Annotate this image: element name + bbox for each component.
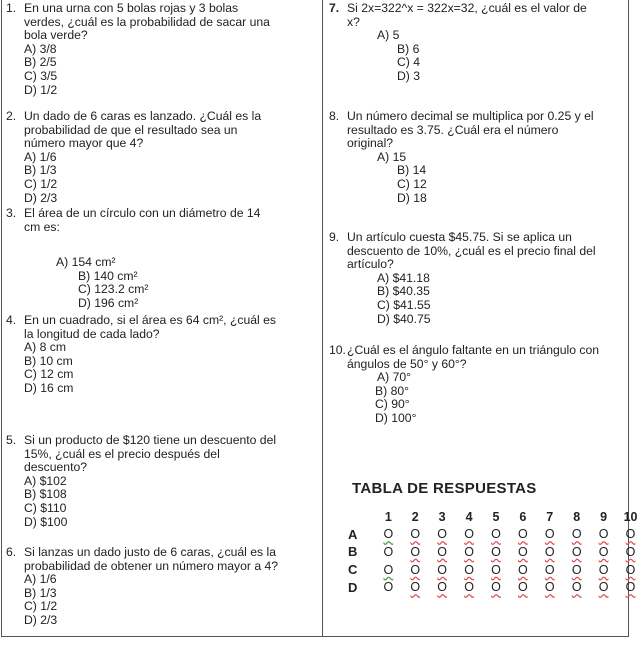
question-2 — [6, 110, 261, 205]
answer-bubble[interactable]: O — [410, 544, 421, 559]
answer-row — [348, 543, 644, 561]
question-8 — [329, 110, 594, 205]
answer-option[interactable]: D) 18 — [397, 190, 427, 205]
answer-bubble[interactable]: O — [598, 527, 609, 542]
answer-bubble[interactable]: O — [544, 544, 555, 559]
answer-option[interactable]: A) 70° — [377, 370, 412, 385]
answer-bubble[interactable]: O — [383, 562, 394, 577]
answer-bubble[interactable]: O — [437, 544, 448, 559]
column-number: 3 — [438, 509, 446, 524]
answer-option[interactable]: C) 90° — [375, 397, 410, 412]
answer-bubble[interactable]: O — [625, 527, 636, 542]
answer-option[interactable]: A) 1/6 — [24, 149, 57, 164]
answer-option[interactable]: D) $40.75 — [377, 311, 431, 326]
row-letter: C — [348, 562, 358, 578]
question-number: 2. — [6, 109, 17, 123]
answer-bubble[interactable]: O — [625, 562, 636, 577]
answer-option[interactable]: A) 3/8 — [24, 41, 57, 56]
column-number: 10 — [623, 509, 638, 524]
answer-option[interactable]: D) 100° — [375, 410, 417, 425]
answer-bubble[interactable]: O — [491, 544, 501, 559]
answer-option[interactable]: C) 4 — [397, 55, 421, 70]
question-number: 3. — [6, 206, 17, 220]
question-text: bola verde? — [24, 28, 88, 43]
question-text: probabilidad de obtener un número mayor a 4? — [24, 558, 279, 573]
answer-table-header — [348, 508, 644, 526]
question-number: 8. — [329, 109, 340, 123]
answer-option[interactable]: C) 1/2 — [24, 176, 58, 191]
answer-bubble[interactable]: O — [571, 580, 582, 595]
column-number: 2 — [411, 509, 419, 524]
answer-option[interactable]: D) 2/3 — [24, 612, 58, 627]
answer-bubble[interactable]: O — [410, 527, 421, 542]
answer-row — [348, 561, 644, 579]
question-9 — [329, 231, 596, 326]
question-text: descuento de 10%, ¿cuál es el precio final del — [347, 243, 596, 258]
answer-bubble[interactable]: O — [383, 527, 394, 542]
question-text: El área de un círculo con un diámetro de 14 — [24, 206, 261, 220]
answer-bubble[interactable]: O — [625, 544, 636, 559]
question-text: probabilidad de que el resultado sea un — [24, 122, 238, 137]
column-divider — [322, 0, 323, 637]
answer-option[interactable]: D) 3 — [397, 68, 421, 83]
question-text: resultado es 3.75. ¿Cuál era el número — [347, 122, 559, 137]
answer-option[interactable]: A) 154 cm² — [56, 255, 116, 270]
answer-bubble[interactable]: O — [571, 562, 582, 577]
answer-option[interactable]: C) 12 — [397, 176, 427, 191]
column-number: 9 — [600, 509, 608, 524]
answer-bubble[interactable]: O — [383, 544, 394, 559]
answer-row — [348, 578, 644, 596]
answer-option[interactable]: B) 2/5 — [24, 55, 57, 70]
answer-option[interactable]: D) 1/2 — [24, 82, 58, 97]
answer-bubble[interactable]: O — [410, 562, 421, 577]
answer-option[interactable]: D) 196 cm² — [78, 295, 139, 310]
answer-option[interactable]: A) 15 — [377, 149, 407, 164]
column-number: 8 — [573, 509, 581, 524]
question-text: artículo? — [347, 257, 394, 272]
answer-bubble[interactable]: O — [437, 562, 448, 577]
question-number: 5. — [6, 433, 17, 447]
question-text: Si 2x=322^x = 322x=32, ¿cuál es el valor de — [347, 1, 587, 15]
answer-bubble[interactable]: O — [518, 527, 528, 542]
question-4 — [6, 314, 276, 396]
question-text: descuento? — [24, 460, 88, 475]
answer-bubble[interactable]: O — [598, 580, 609, 595]
answer-bubble[interactable]: O — [437, 580, 448, 595]
answer-option[interactable]: A) $41.18 — [377, 270, 430, 285]
answer-bubble[interactable]: O — [598, 562, 609, 577]
answer-option[interactable]: C) 123.2 cm² — [78, 282, 149, 297]
answer-bubble[interactable]: O — [437, 527, 448, 542]
question-number: 9. — [329, 230, 340, 244]
answer-bubble[interactable]: O — [491, 527, 501, 542]
column-number: 6 — [519, 509, 527, 524]
question-text: Si un producto de $120 tiene un descuento del — [24, 433, 277, 447]
answer-option[interactable]: B) $108 — [24, 487, 67, 502]
answer-option[interactable]: D) 16 cm — [24, 380, 74, 395]
answer-bubble[interactable]: O — [518, 580, 528, 595]
question-text: verdes, ¿cuál es la probabilidad de sacar una — [24, 14, 270, 29]
answer-option[interactable]: C) $41.55 — [377, 297, 431, 312]
question-text: En una urna con 5 bolas rojas y 3 bolas — [24, 1, 239, 15]
answer-bubble[interactable]: O — [464, 527, 474, 542]
question-10 — [329, 344, 599, 426]
answer-option[interactable]: B) 10 cm — [24, 353, 73, 368]
row-letter: A — [348, 526, 358, 542]
question-text: Un artículo cuesta $45.75. Si se aplica un — [347, 230, 572, 244]
column-number: 7 — [546, 509, 554, 524]
answer-option[interactable]: B) 6 — [397, 41, 420, 56]
answer-bubble[interactable]: O — [544, 527, 555, 542]
question-text: original? — [347, 136, 394, 151]
answer-table — [348, 508, 644, 596]
answer-table-title: TABLA DE RESPUESTAS — [352, 480, 537, 497]
row-letter: B — [348, 544, 358, 560]
answer-bubble[interactable]: O — [571, 527, 582, 542]
answer-option[interactable]: B) 1/3 — [24, 585, 57, 600]
answer-option[interactable]: A) 5 — [377, 28, 400, 43]
answer-bubble[interactable]: O — [464, 562, 474, 577]
question-number: 7. — [329, 1, 340, 15]
question-6 — [6, 546, 278, 628]
column-number: 4 — [465, 509, 473, 524]
answer-bubble[interactable]: O — [625, 580, 636, 595]
answer-bubble[interactable]: O — [464, 544, 474, 559]
answer-option[interactable]: C) 3/5 — [24, 68, 58, 83]
answer-bubble[interactable]: O — [598, 544, 609, 559]
answer-bubble[interactable]: O — [491, 580, 501, 595]
question-text: Un dado de 6 caras es lanzado. ¿Cuál es la — [24, 109, 262, 123]
column-number: 1 — [384, 509, 392, 524]
answer-bubble[interactable]: O — [518, 544, 528, 559]
answer-bubble[interactable]: O — [464, 580, 474, 595]
question-text: ¿Cuál es el ángulo faltante en un triángulo con — [347, 343, 600, 357]
question-number: 6. — [6, 545, 17, 559]
answer-option[interactable]: B) $40.35 — [377, 284, 430, 299]
answer-option[interactable]: B) 1/3 — [24, 163, 57, 178]
column-number: 5 — [492, 509, 500, 524]
question-text: número mayor que 4? — [24, 136, 144, 151]
question-5 — [6, 434, 276, 529]
answer-bubble[interactable]: O — [410, 580, 421, 595]
row-letter: D — [348, 579, 358, 595]
question-text: Si lanzas un dado justo de 6 caras, ¿cuál es la — [24, 545, 277, 559]
answer-option[interactable]: A) 8 cm — [24, 340, 66, 355]
answer-option[interactable]: C) 12 cm — [24, 367, 74, 382]
question-number: 10. — [329, 343, 346, 357]
question-text: x? — [347, 14, 360, 29]
question-text: cm es: — [24, 219, 60, 234]
question-1 — [6, 2, 270, 97]
question-text: Un número decimal se multiplica por 0.25 y el — [347, 109, 594, 123]
answer-option[interactable]: B) 80° — [375, 383, 410, 398]
answer-bubble[interactable]: O — [518, 562, 528, 577]
answer-option[interactable]: A) $102 — [24, 473, 67, 488]
question-3 — [6, 207, 260, 311]
answer-bubble[interactable]: O — [544, 580, 555, 595]
answer-row — [348, 526, 644, 544]
answer-option[interactable]: D) $100 — [24, 514, 68, 529]
answer-bubble[interactable]: O — [571, 544, 582, 559]
answer-option[interactable]: B) 140 cm² — [78, 268, 138, 283]
question-text: ángulos de 50° y 60°? — [347, 356, 467, 371]
question-number: 4. — [6, 313, 17, 327]
question-text: la longitud de cada lado? — [24, 326, 160, 341]
answer-option[interactable]: C) 1/2 — [24, 599, 58, 614]
answer-bubble[interactable]: O — [544, 562, 555, 577]
answer-bubble[interactable]: O — [383, 580, 394, 595]
answer-bubble[interactable]: O — [491, 562, 501, 577]
question-number: 1. — [6, 1, 17, 15]
question-text: En un cuadrado, si el área es 64 cm², ¿cuál es — [24, 313, 277, 327]
answer-option[interactable]: B) 14 — [397, 163, 427, 178]
answer-option[interactable]: D) 2/3 — [24, 190, 58, 205]
answer-option[interactable]: C) $110 — [24, 500, 67, 515]
question-text: 15%, ¿cuál es el precio después del — [24, 446, 220, 461]
question-7 — [329, 2, 587, 84]
answer-option[interactable]: A) 1/6 — [24, 572, 57, 587]
